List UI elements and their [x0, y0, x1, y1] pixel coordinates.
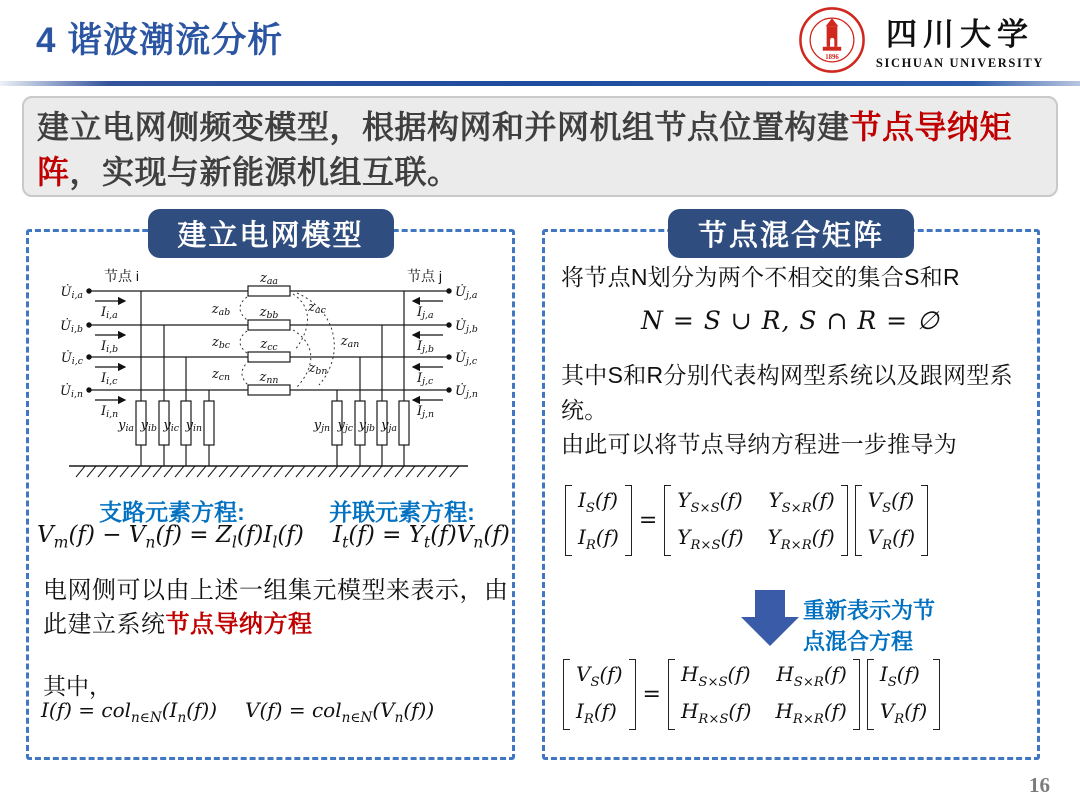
y-shunt-label: yia: [118, 418, 134, 434]
sets-paragraph: [561, 358, 1027, 462]
where-label: 其中，: [43, 673, 112, 699]
summary-highlight: 节点导纳矩阵: [37, 109, 1013, 191]
z-mutual-label: zcn: [211, 367, 231, 383]
u-label: U̇j,c: [455, 351, 478, 367]
z-series-label: znn: [259, 370, 279, 386]
z-mutual-label: zbc: [211, 335, 231, 351]
matrix-cell: $I_R(f)$: [578, 525, 619, 553]
university-name-en: SICHUAN UNIVERSITY: [875, 56, 1044, 70]
hybrid-matrix-equation: [563, 659, 940, 730]
branch-equation-heading: 支路元素方程:: [99, 499, 245, 525]
y-shunt-label: yib: [140, 418, 157, 434]
branch-equation: $V_m(f) - V_n(f) = Z_l(f)I_l(f)$: [37, 522, 304, 552]
shunt-equation: $I_t(f) = Y_t(f)V_n(f)$: [333, 522, 510, 552]
shunt-equation-heading: 并联元素方程:: [329, 499, 475, 525]
i-label: Ij,a: [417, 305, 434, 321]
y-shunt-label: yjb: [358, 418, 375, 434]
u-label: U̇j,n: [455, 384, 478, 400]
col-equation-current: $I(f) = col_{n\in N}(I_n(f))$: [41, 698, 218, 726]
page-number: 16: [1029, 773, 1050, 797]
summary-text: 建立电网侧频变模型，根据构网和并网机组节点位置构建: [37, 109, 850, 145]
right-panel-badge: 节点混合矩阵: [668, 209, 914, 258]
col-equation-voltage: $V(f) = col_{n\in N}(V_n(f))$: [245, 698, 435, 726]
left-panel-badge: 建立电网模型: [147, 209, 393, 258]
u-label: U̇i,b: [60, 319, 83, 335]
page-title: 4 谐波潮流分析: [36, 21, 284, 60]
university-name-cn: 四川大学: [885, 17, 1034, 52]
y-shunt-label: yic: [163, 418, 179, 434]
matrix-cell: $V_R(f)$: [879, 699, 928, 727]
matrix-cell: $H_{R\times S}(f)$: [680, 699, 752, 727]
sets-paragraph-line1: 其中S和R分别代表构网型系统以及跟网型系统。: [561, 362, 1013, 423]
col-equations: [41, 698, 434, 726]
i-label: Ii,n: [101, 404, 119, 420]
y-shunt-label: yjn: [313, 418, 330, 434]
matrix-cell: $H_{S\times R}(f)$: [776, 662, 847, 690]
matrix-cell: $H_{R\times R}(f)$: [775, 699, 847, 727]
i-label: Ij,n: [417, 404, 435, 420]
admittance-matrix-equation: [565, 485, 928, 556]
summary-box: [22, 96, 1058, 197]
matrix-cell: $Y_{S\times S}(f)$: [677, 488, 743, 516]
node-j-label: 节点 j: [407, 268, 442, 284]
university-seal-icon: [798, 6, 866, 74]
i-label: Ii,b: [101, 339, 119, 355]
grid-circuit-diagram: [31, 259, 501, 483]
equals-sign: =: [642, 682, 661, 707]
node-i-label: 节点 i: [104, 268, 139, 284]
equals-sign: =: [638, 508, 658, 533]
matrix-cell: $V_R(f)$: [867, 525, 916, 553]
z-series-label: zbb: [259, 305, 279, 321]
down-arrow-icon: [741, 590, 799, 646]
seal-year: 1896: [825, 53, 839, 61]
z-series-label: zcc: [260, 337, 278, 353]
ground-hatch: [76, 466, 459, 477]
u-label: U̇j,b: [455, 319, 478, 335]
i-label: Ii,a: [101, 305, 118, 321]
z-series-label: zaa: [259, 271, 279, 287]
y-shunt-label: yjc: [337, 418, 353, 434]
university-logo: [798, 6, 1044, 74]
grid-model-panel: [26, 220, 515, 760]
y-shunt-label: yja: [381, 418, 397, 434]
matrix-cell: $Y_{S\times R}(f)$: [768, 488, 835, 516]
matrix-cell: $Y_{R\times R}(f)$: [767, 525, 835, 553]
i-label: Ij,c: [417, 371, 434, 387]
z-mutual-label: zac: [308, 300, 326, 316]
set-equation: N = S ∪ R, S ∩ R = ∅: [641, 306, 940, 335]
matrix-cell: $V_S(f)$: [867, 488, 915, 516]
left-body-highlight: 节点导纳方程: [165, 611, 313, 639]
y-shunt-label: yin: [185, 418, 202, 434]
sets-paragraph-line2: 由此可以将节点导纳方程进一步推导为: [561, 431, 958, 457]
matrix-cell: $I_R(f)$: [576, 699, 617, 727]
arrow-label: 重新表示为节点混合方程: [803, 598, 936, 654]
partition-intro: 将节点N划分为两个不相交的集合S和R: [561, 264, 960, 290]
matrix-cell: $V_S(f)$: [576, 662, 623, 690]
summary-text-after: ，实现与新能源机组互联。: [69, 154, 460, 191]
z-mutual-label: zan: [340, 334, 360, 350]
u-label: U̇i,n: [60, 384, 83, 400]
matrix-cell: $Y_{R\times S}(f)$: [677, 525, 744, 553]
i-label: Ij,b: [417, 339, 434, 355]
left-body-text: 电网侧可以由上述一组集元模型来表示，由此建立系统: [43, 577, 509, 639]
z-mutual-label: zbn: [308, 361, 328, 377]
u-label: U̇i,c: [60, 351, 83, 367]
z-mutual-label: zab: [211, 302, 231, 318]
hybrid-matrix-panel: [542, 220, 1040, 760]
header-divider: [0, 81, 1080, 86]
i-label: Ii,c: [101, 371, 118, 387]
left-panel-body: [43, 574, 509, 642]
u-label: U̇i,a: [60, 285, 83, 301]
matrix-cell: $I_S(f)$: [879, 662, 920, 690]
matrix-cell: $H_{S\times S}(f)$: [680, 662, 751, 690]
u-label: U̇j,a: [455, 285, 478, 301]
matrix-cell: $I_S(f)$: [578, 488, 618, 516]
